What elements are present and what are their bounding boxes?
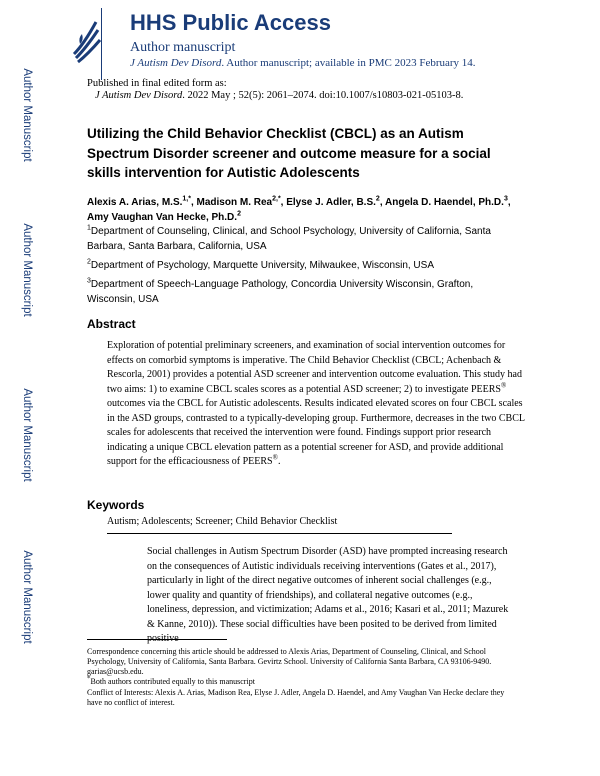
author: Angela D. Haendel, Ph.D. xyxy=(385,197,504,208)
abstract-text: Exploration of potential preliminary screeners, and examination of social intervention outcomes for effects on comorbid symptoms is imperative. The Child Behavior Checklist (CBCL; Achenbach & Rescorla, 2001) provides a potential ASD screener and intervention outcome evaluation. This study had two aims: 1) to examine CBCL scales scores as a potential ASD screener; 2) to investigate PEERS® outcomes via the CBCL for Autistic adolescents. Results indicated elevated scores on four CBCL scales in the ASD groups, contrasted to a typically-developing group. Furthermore, decreases in the two CBCL scales for adolescents that received the intervention were found. Findings support prior research indicating a unique CBCL elevation pattern as a potential screener for ASD, and provide additional support for the efficaciousness of PEERS®. xyxy=(107,340,525,467)
body-paragraph: Social challenges in Autism Spectrum Disorder (ASD) have prompted increasing research on the consequences of Autistic individuals receiving interventions (Gates et al., 2017), particularly in light of the direct negative outcomes of inherent social challenges (e.g., lower quality and quantity of friendships), and collateral negative outcomes (e.g., loneliness, depression, and victimization; Adams et al., 2016; Kasari et al., 2011; Mazurek & Kanne, 2010)). These social difficulties have been posited to be derived from limited xyxy=(147,546,509,630)
author: Elyse J. Adler, B.S. xyxy=(286,197,376,208)
keywords-heading: Keywords xyxy=(87,498,145,512)
sidebar-label-2: Author Manuscript xyxy=(21,223,33,317)
author-manuscript-label: Author manuscript xyxy=(130,40,236,55)
header-citation: J Autism Dev Disord. Author manuscript; available in PMC 2023 February 14. xyxy=(130,57,476,69)
footnote-divider xyxy=(87,639,227,640)
published-label: Published in final edited form as: xyxy=(87,78,227,89)
footnote-correspondence: Correspondence concerning this article should be addressed to Alexis Arias, Department of Counseling, Clinical, and School Psychology, University of California, Santa Barbara. Gevirtz School. University of California Santa Barbara, CA 93106-9490. garias@ucsb.edu. xyxy=(87,647,492,676)
affiliation: $^2$Department of Psychology, Marquette University, Milwaukee, Wisconsin, USA xyxy=(87,258,434,271)
sidebar-label-3: Author Manuscript xyxy=(21,388,33,482)
keywords-text: Autism; Adolescents; Screener; Child Behavior Checklist xyxy=(107,516,338,527)
sidebar-label-1: Author Manuscript xyxy=(21,68,33,162)
footnote-equal-contribution: *Both authors contributed equally to this manuscript xyxy=(87,674,255,686)
section-divider xyxy=(107,533,452,534)
author: Amy Vaughan Van Hecke, Ph.D. xyxy=(87,212,238,223)
author: Alexis A. Arias, M.S. xyxy=(87,197,183,208)
author-list: Alexis A. Arias, M.S.$^{1,*}$, Madison M. Rea$^{2,*}$, Elyse J. Adler, B.S.$^2$, Angela D. Haendel, Ph.D.$^3$, Amy Vaughan Van Hecke, Ph.D.$^2$ xyxy=(87,195,511,223)
footnote-conflict: Conflict of Interests: Alexis A. Arias, Madison Rea, Elyse J. Adler, Angela D. Haendel, and Amy Vaughan Van Hecke declare they have no conflict of interest. xyxy=(87,688,505,707)
affiliation: $^1$Department of Counseling, Clinical, and School Psychology, University of California, Santa Barbara, Santa Barbara, California, USA xyxy=(87,224,491,252)
abstract-heading: Abstract xyxy=(87,317,136,331)
published-citation: J Autism Dev Disord. 2022 May ; 52(5): 2061–2074. doi:10.1007/s10803-021-05103-8. xyxy=(95,90,464,101)
affiliation: $^3$Department of Speech-Language Pathology, Concordia University Wisconsin, Grafton, Wisconsin, USA xyxy=(87,277,474,305)
author: Madison M. Rea xyxy=(196,197,273,208)
hhs-eagle-logo-icon xyxy=(70,14,102,66)
header-divider xyxy=(101,8,102,80)
article-title: Utilizing the Child Behavior Checklist (CBCL) as an Autism Spectrum Disorder screener and outcome measure for a social skills intervention for Autistic Adolescents xyxy=(87,126,491,180)
hhs-title: HHS Public Access xyxy=(130,10,331,35)
sidebar-label-4: Author Manuscript xyxy=(21,550,33,644)
